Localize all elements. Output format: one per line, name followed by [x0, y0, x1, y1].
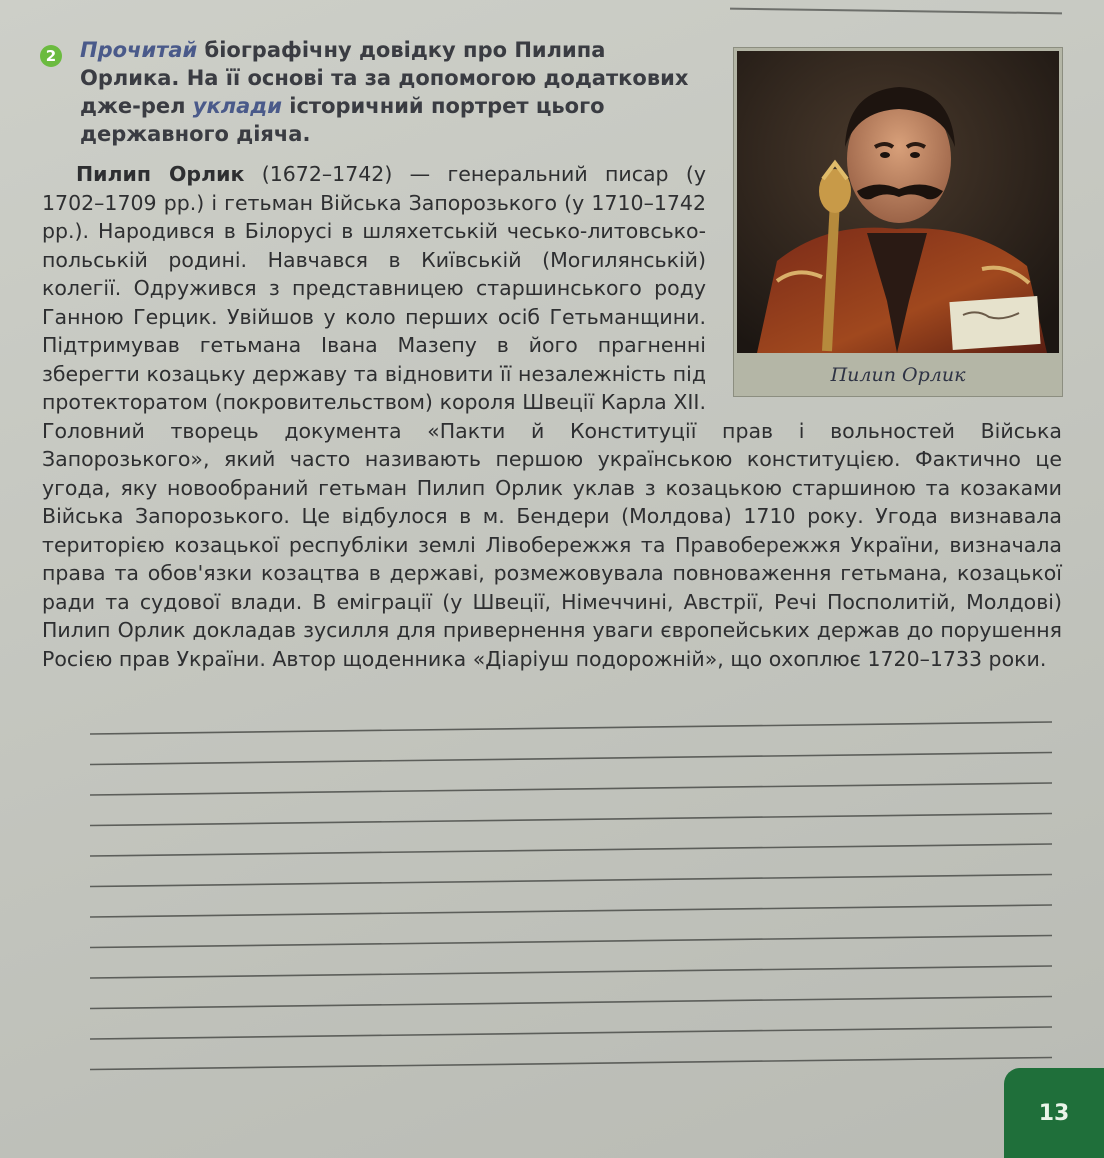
answer-line — [90, 753, 1052, 765]
answer-line — [90, 936, 1052, 948]
answer-line — [90, 875, 1052, 887]
answer-line — [90, 722, 1052, 734]
answer-line — [90, 1027, 1052, 1039]
answer-line — [90, 905, 1052, 917]
task-number-marker — [40, 45, 62, 67]
answer-line — [90, 844, 1052, 856]
page-number-badge — [1004, 1068, 1104, 1158]
answer-line — [90, 997, 1052, 1009]
answer-line — [90, 1058, 1052, 1070]
task-text-part2: історичний портрет цього державного діяча. — [80, 94, 605, 146]
task-instruction — [80, 36, 708, 148]
bio-name: Пилип Орлик — [76, 162, 245, 186]
answer-line — [90, 814, 1052, 826]
bio-text: (1672–1742) — генеральний писар (у 1702–1709 рр.) і гетьман Війська Запорозького (у 1710–1742 рр.). Народився в Білорусі в шляхетській чесько-литовсько-польській родині. Навчався в Київській (Могилянській) колегії. Одружився з представницею старшинського роду Ганною Герцик. Увійшов у коло перших осіб Гетьманщини. Підтримував гетьмана Івана Мазепу в його прагненні зберегти козацьку державу та відновити її незалежність під протекторатом (покровительством) короля Швеції Карла XII. Головний творець документа «Пакти й Конституції прав і вольностей Війська Запорозького», який часто називають першою українською конституцією. Фактично це угода, яку новообраний гетьман Пилип Орлик уклав з козацькою старшиною та козаками Війська Запорозького. Це відбулося в м. Бендери (Молдова) 1710 року. Угода визнавала територією козацької республіки землі Лівобережжя та Правобережжя України, визначала права та обов'язки козацтва в державі, розмежовувала повноваження гетьмана, козацької ради та судової влади. В еміграції (у Швеції, Німеччині, Австрії, Речі Посполитій, Молдові) Пилип Орлик докладав зусилля для привернення уваги європейських держав до порушення Росією прав України. Автор щоденника «Діаріуш подорожній», що охоплює 1720–1733 роки. — [42, 162, 1062, 671]
task-verb-read: Прочитай — [80, 38, 198, 62]
answer-line — [90, 966, 1052, 978]
task-text-part1: біографічну довідку про Пилипа Орлика. На її основі та за допомогою додаткових дже-рел — [80, 38, 689, 118]
portrait-caption: Пилип Орлик — [830, 364, 966, 386]
top-rule — [730, 8, 1062, 15]
portrait-image — [737, 51, 1059, 353]
answer-line — [90, 783, 1052, 795]
task-number: 2 — [45, 47, 57, 65]
task-verb-compose: уклади — [192, 94, 282, 118]
page-number: 13 — [1038, 1100, 1070, 1126]
portrait-figure — [733, 47, 1063, 397]
answer-lines — [90, 700, 1060, 1080]
